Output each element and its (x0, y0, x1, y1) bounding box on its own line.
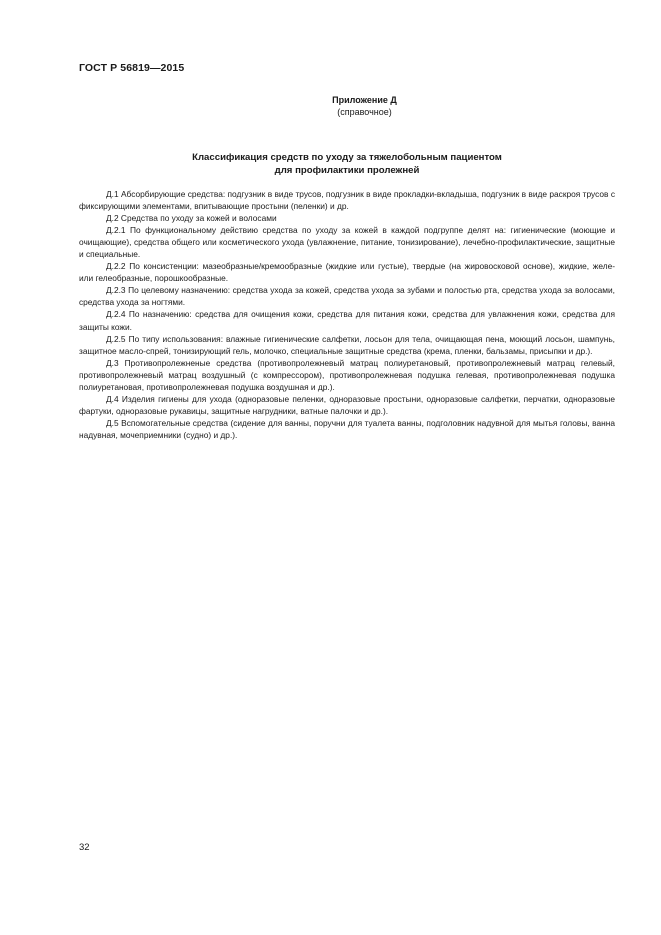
paragraph-d2: Д.2 Средства по уходу за кожей и волосами (106, 213, 277, 224)
body-text (79, 188, 615, 441)
annex-subtitle: (справочное) (337, 107, 392, 117)
paragraph-d1: Д.1 Абсорбирующие средства: подгузник в виде трусов, подгузник в виде прокладки-вкладыша, подгузник в виде раскроя трусов с фиксирующими элементами, впитывающие простыни (пеленки) и др. (79, 189, 615, 212)
section-title (79, 152, 615, 177)
section-title-line-1: Классификация средств по уходу за тяжелобольным пациентом (192, 152, 502, 163)
paragraph-d2-4: Д.2.4 По назначению: средства для очищения кожи, средства для питания кожи, средства для увлажнения кожи, средства для защиты кожи. (79, 309, 615, 332)
paragraph-d5: Д.5 Вспомогательные средства (сидение для ванны, поручни для туалета ванны, подголовник надувной для мытья головы, ванна надувная, мочеприемники (судно) и др.). (79, 417, 615, 440)
paragraph-d2-1: Д.2.1 По функциональному действию средства по уходу за кожей в каждой подгруппе делят на: гигиенические (моющие и очищающие), средства общего или косметического ухода (увлажнение, питание, тонизирование), лечебно-профилактические, защитные и специальные. (79, 225, 615, 260)
page-number: 32 (79, 842, 90, 853)
paragraph-d2-2: Д.2.2 По консистенции: мазеобразные/кремообразные (жидкие или густые), твердые (на жировосковой основе), жидкие, желе- или гелеобразные, порошкообразные. (79, 261, 615, 284)
section-title-line-2: для профилактики пролежней (274, 164, 420, 176)
paragraph-d3: Д.3 Противопролежненые средства (противопролежневый матрац полиуретановый, противопролежневый матрац гелевый, противопролежневый матрац воздушный (с компрессором), противопролежневая подушка гелевая, противопролежневая подушка полиуретановая, противопролежневая подушка воздушная и др.). (79, 357, 615, 392)
paragraph-d2-3: Д.2.3 По целевому назначению: средства ухода за кожей, средства ухода за зубами и полостью рта, средства ухода за волосами, средства ухода за ногтями. (79, 285, 615, 308)
paragraph-d4: Д.4 Изделия гигиены для ухода (одноразовые пеленки, одноразовые простыни, одноразовые салфетки, перчатки, одноразовые фартуки, одноразовые рукавицы, защитные нагрудники, ватные палочки и др.). (79, 393, 615, 416)
document-header: ГОСТ Р 56819—2015 (79, 62, 185, 74)
annex-title: Приложение Д (332, 95, 397, 105)
annex-heading (0, 94, 661, 118)
paragraph-d2-5: Д.2.5 По типу использования: влажные гигиенические салфетки, лосьон для тела, очищающая пена, моющий лосьон, шампунь, защитное масло-спрей, тонизирующий гель, молочко, специальные защитные средства (крема, пленки, бальзамы, присыпки и др.). (79, 333, 615, 356)
